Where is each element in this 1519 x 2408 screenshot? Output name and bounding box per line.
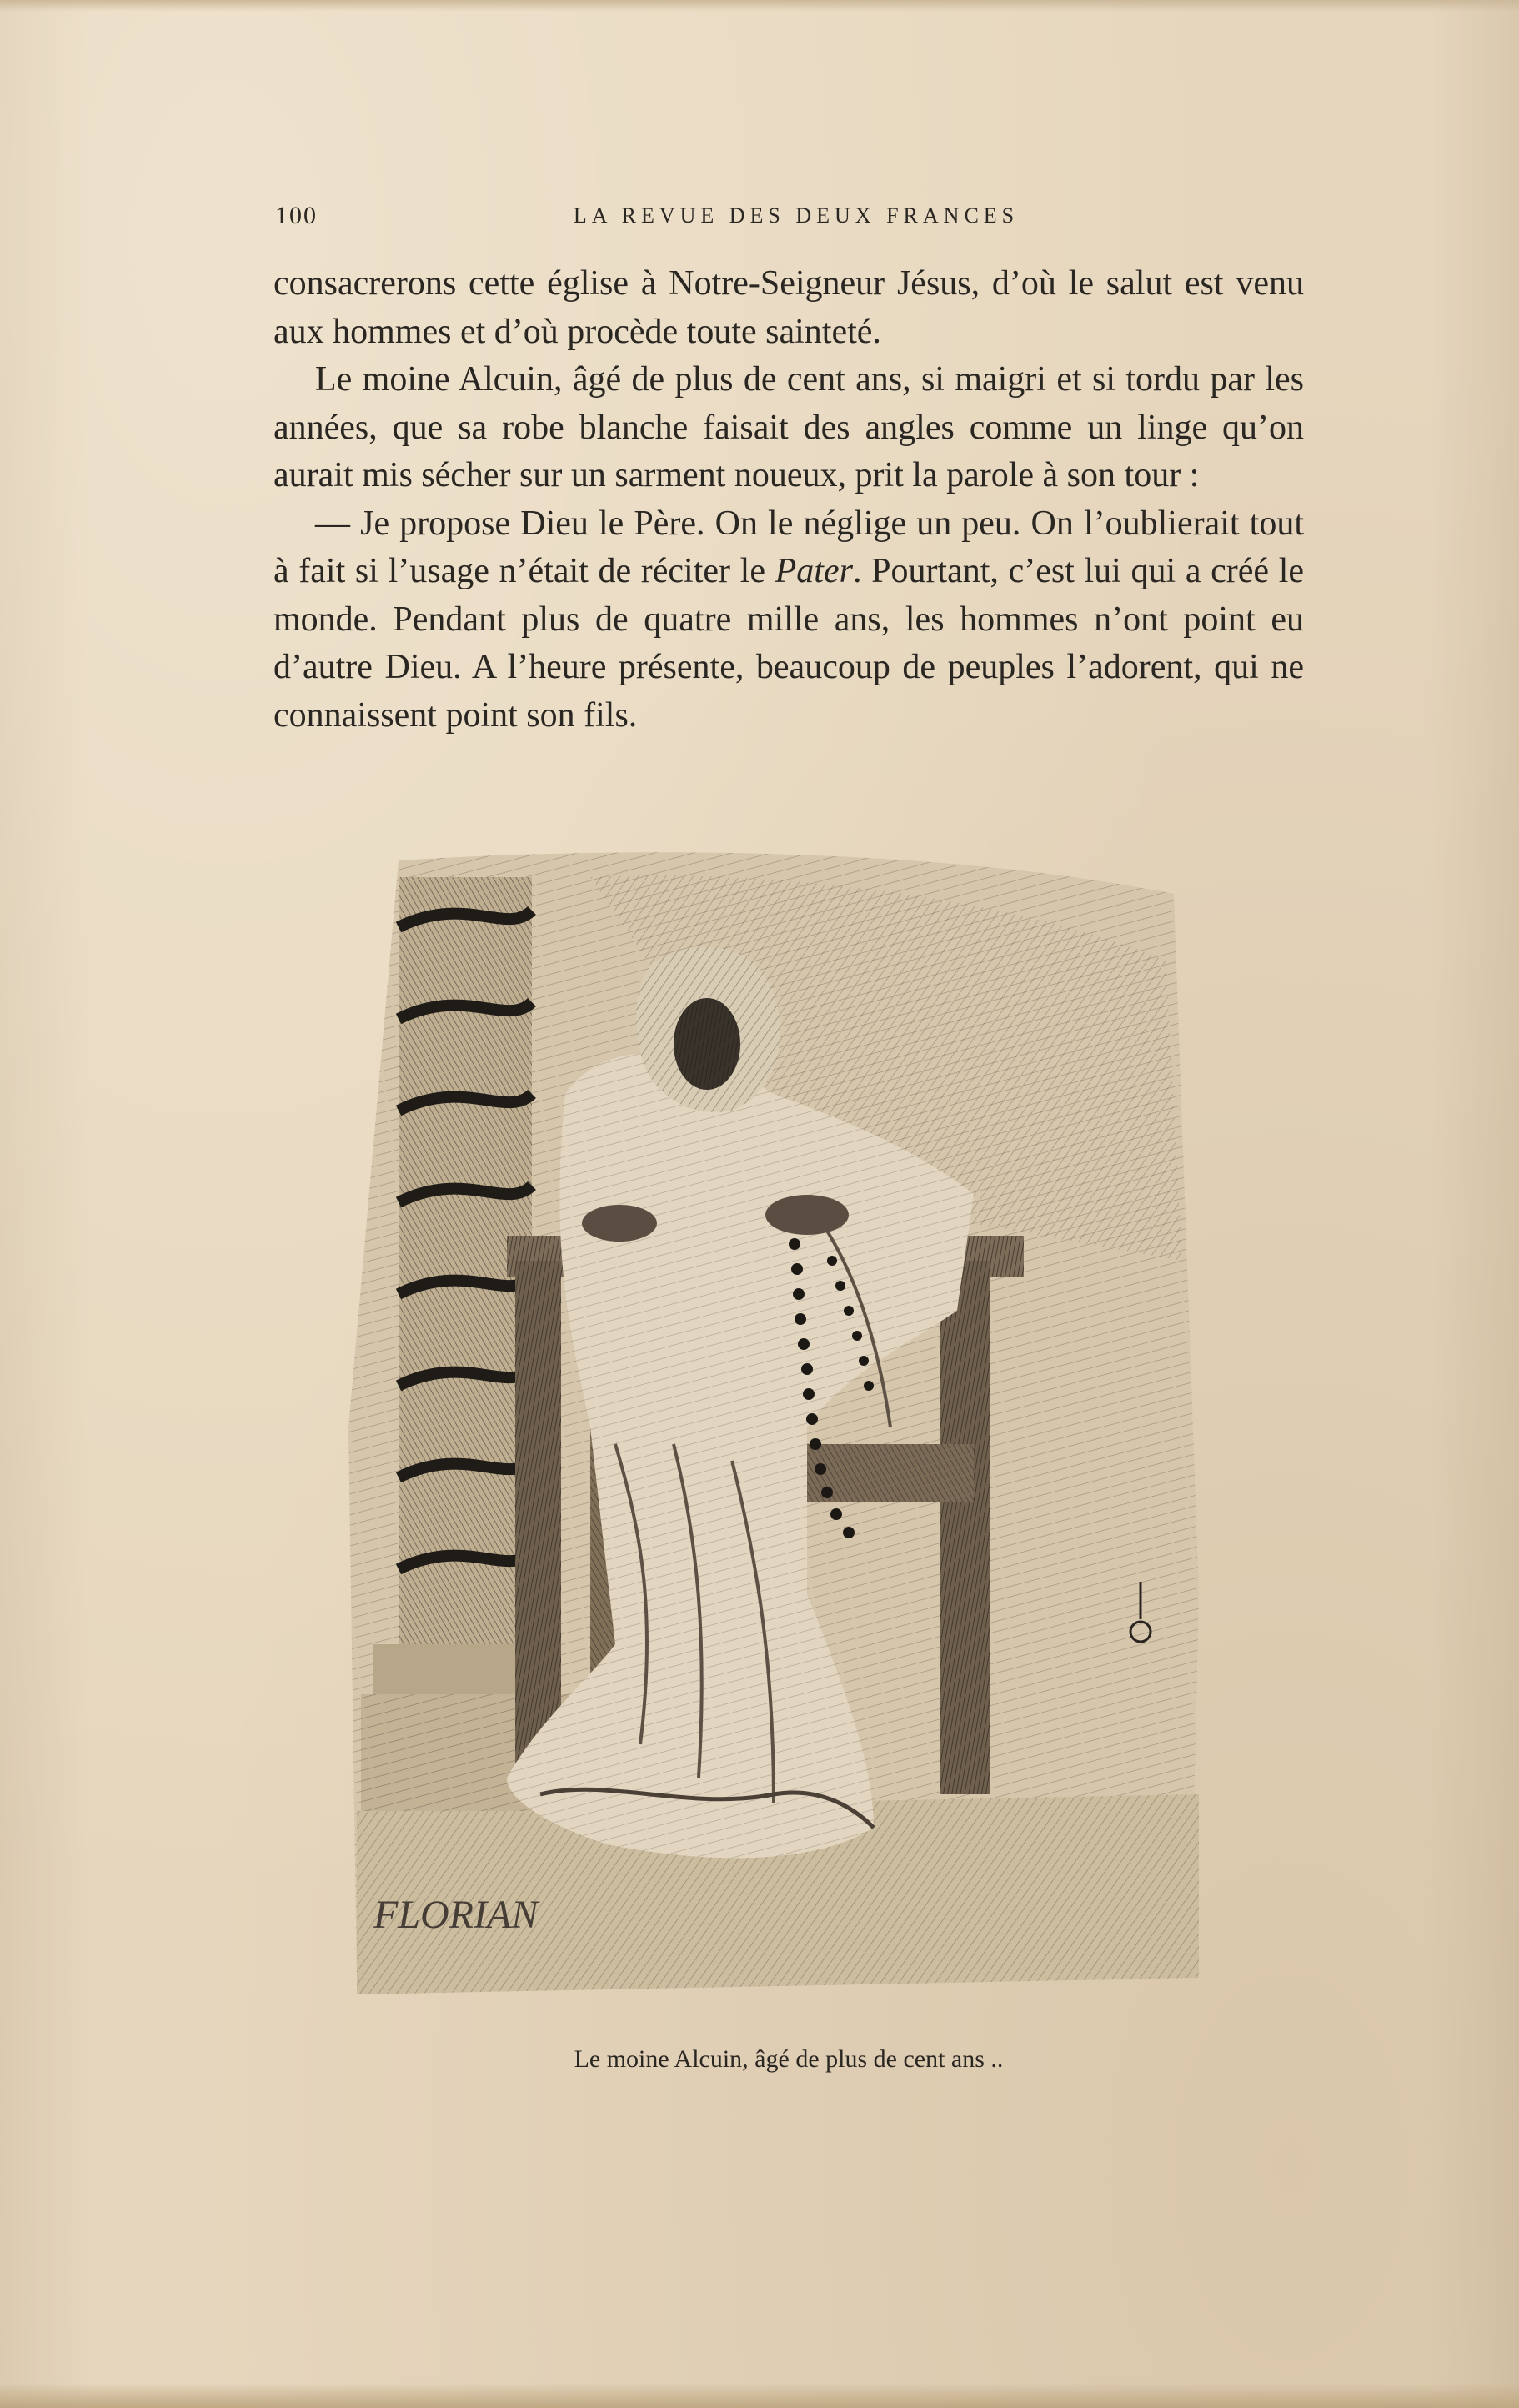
body-text xyxy=(273,260,1304,740)
figure-caption: Le moine Alcuin, âgé de plus de cent ans .. xyxy=(574,2045,1004,2073)
running-header xyxy=(275,202,1317,238)
page-top-edge xyxy=(0,0,1519,12)
paragraph-continuation: consacrerons cette église à Notre-Seigneur Jésus, d’où le salut est venu aux hommes et d’où procède toute sainteté. xyxy=(273,264,1304,351)
dialogue-text-end: . Pourtant, c’est lui qui a créé le monde. Pendant plus de quatre mille ans, les hommes n’ont point eu d’autre Dieu. A l’heure présente, beaucoup de peuples l’adorent, qui ne connaissent point son fils. xyxy=(273,552,1305,735)
paragraph-alcuin: Le moine Alcuin, âgé de plus de cent ans, si maigri et si tordu par les années, que sa robe blanche faisait des angles comme un linge qu’on aurait mis sécher sur un sarment noueux, prit la parole à son tour : xyxy=(273,360,1304,494)
engraving-illustration xyxy=(340,844,1209,2001)
dialogue-text-start: — Je propose Dieu le Père. On le néglige un peu. On l’oublierait tout à fait si l’usage n’était de réciter le xyxy=(273,504,1304,590)
dialogue-italic-word: Pater xyxy=(775,552,853,590)
running-title: LA REVUE DES DEUX FRANCES xyxy=(573,203,1020,228)
artist-signature: FLORIAN xyxy=(373,1893,539,1937)
page-number: 100 xyxy=(275,202,318,229)
page-bottom-edge xyxy=(0,2383,1519,2408)
engraving-svg xyxy=(340,844,1209,2001)
paragraph-dialogue xyxy=(273,500,1304,740)
